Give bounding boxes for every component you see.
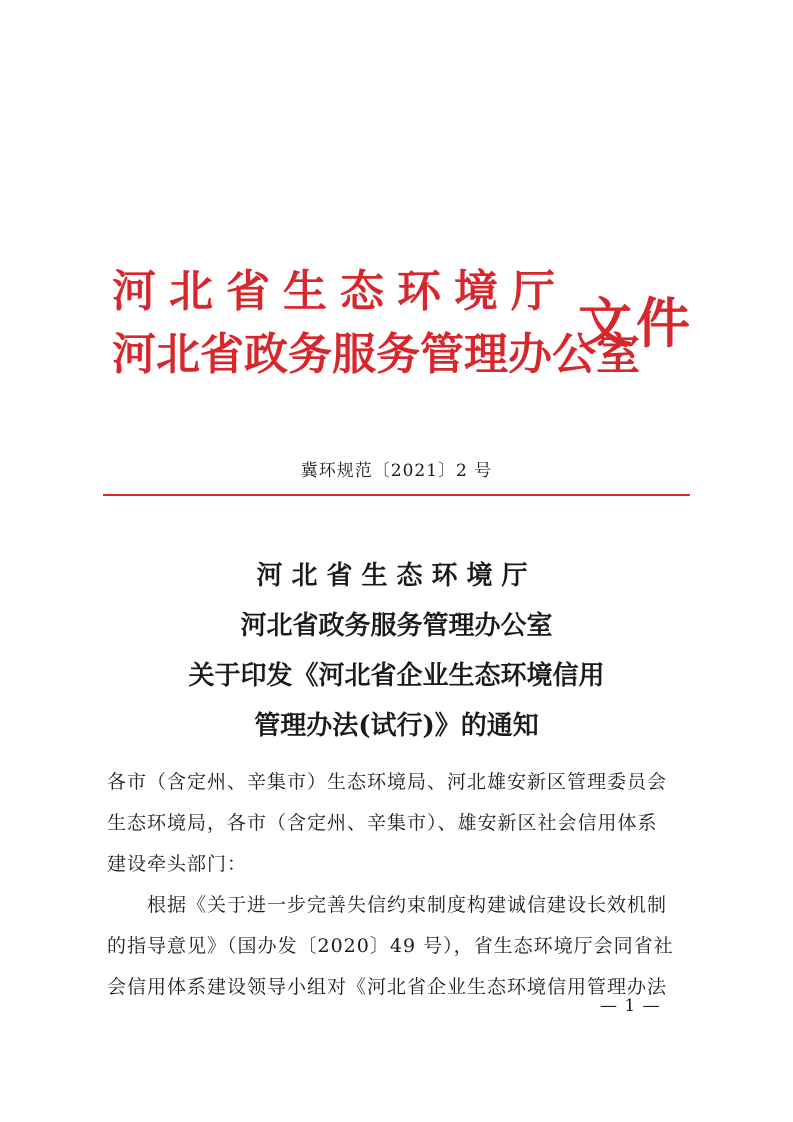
document-label: 文件 (578, 291, 694, 355)
title-line-1: 河北省生态环境厅 (256, 561, 537, 591)
title-line-4: 管理办法(试行)》的通知 (254, 711, 539, 741)
title-line-3: 关于印发《河北省企业生态环境信用 (188, 661, 605, 691)
addressee-line-3: 建设牵头部门： (107, 853, 248, 875)
title-line-2: 河北省政务服务管理办公室 (240, 611, 553, 641)
document-number: 冀环规范〔2021〕2 号 (300, 461, 493, 481)
body-paragraph-line-2: 的指导意见》（国办发〔2020〕49 号），省生态环境厅会同省社 (107, 935, 674, 957)
page-number: — 1 — (600, 996, 661, 1016)
issuer-name-environment-department: 河北省生态环境厅 (112, 266, 568, 317)
body-paragraph-line-3: 会信用体系建设领导小组对《河北省企业生态环境信用管理办法 (107, 976, 668, 998)
issuer-name-government-services-office: 河北省政务服务管理办公室 (112, 329, 640, 380)
body-paragraph-line-1: 根据《关于进一步完善失信约束制度构建诚信建设长效机制 (147, 894, 668, 916)
addressee-line-2: 生态环境局，各市（含定州、辛集市）、雄安新区社会信用体系 (107, 812, 658, 834)
addressee-line-1: 各市（含定州、辛集市）生态环境局、河北雄安新区管理委员会 (107, 771, 668, 793)
red-separator-line (103, 494, 690, 496)
